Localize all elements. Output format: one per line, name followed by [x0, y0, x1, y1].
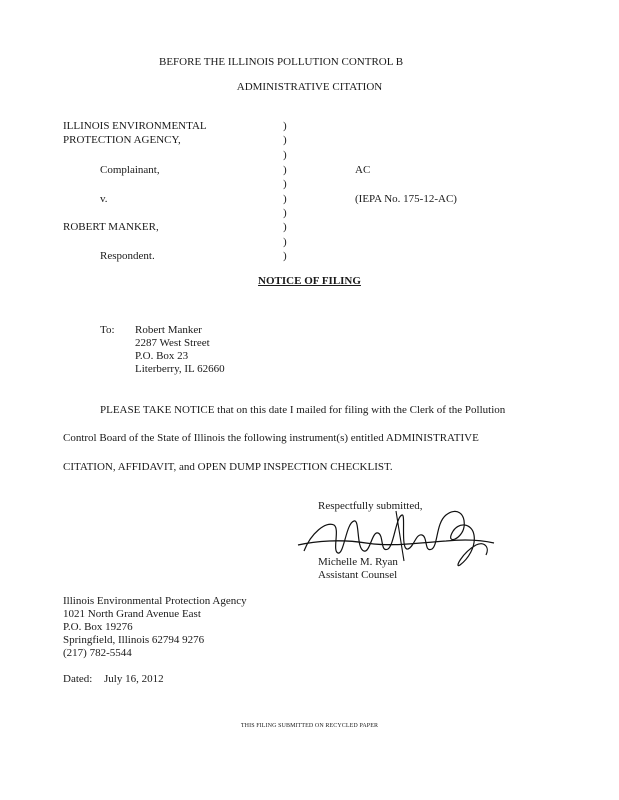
- agency-line: (217) 782-5544: [63, 647, 132, 659]
- to-label: To:: [100, 324, 115, 336]
- dated-label: Dated:: [63, 673, 93, 685]
- recycled-paper-footer: THIS FILING SUBMITTED ON RECYCLED PAPER: [240, 723, 379, 729]
- caption-paren: ): [283, 120, 287, 132]
- closing: Respectfully submitted,: [318, 500, 423, 512]
- signer-title: Assistant Counsel: [318, 569, 398, 581]
- agency-line: 1021 North Grand Avenue East: [63, 608, 201, 620]
- board-heading: BEFORE THE ILLINOIS POLLUTION CONTROL B: [159, 56, 404, 68]
- recipient-pobox: P.O. Box 23: [135, 350, 189, 362]
- body-line: PLEASE TAKE NOTICE that on this date I mailed for filing with the Clerk of the Pollution: [100, 404, 506, 416]
- case-number-ac: AC: [355, 164, 371, 176]
- complainant-role: Complainant,: [100, 164, 160, 176]
- case-number-iepa: (IEPA No. 175-12-AC): [355, 193, 457, 205]
- caption-paren: ): [283, 236, 287, 248]
- agency-line: Illinois Environmental Protection Agency: [63, 595, 247, 607]
- document-type: ADMINISTRATIVE CITATION: [236, 81, 383, 93]
- recipient-street: 2287 West Street: [135, 337, 210, 349]
- agency-line: P.O. Box 19276: [63, 621, 133, 633]
- notice-title: NOTICE OF FILING: [258, 275, 361, 287]
- complainant-name-line2: PROTECTION AGENCY,: [63, 134, 181, 146]
- caption-paren: ): [283, 178, 287, 190]
- caption-paren: ): [283, 207, 287, 219]
- caption-paren: ): [283, 193, 287, 205]
- dated-value: July 16, 2012: [104, 673, 164, 685]
- respondent-role: Respondent.: [100, 250, 155, 262]
- caption-paren: ): [283, 250, 287, 262]
- recipient-name: Robert Manker: [135, 324, 202, 336]
- caption-paren: ): [283, 164, 287, 176]
- complainant-name-line1: ILLINOIS ENVIRONMENTAL: [63, 120, 207, 132]
- caption-paren: ): [283, 221, 287, 233]
- recipient-city: Literberry, IL 62660: [135, 363, 225, 375]
- caption-paren: ): [283, 149, 287, 161]
- body-line: Control Board of the State of Illinois the following instrument(s) entitled ADMINISTRATIVE: [63, 432, 479, 444]
- body-line: CITATION, AFFIDAVIT, and OPEN DUMP INSPECTION CHECKLIST.: [63, 461, 393, 473]
- caption-paren: ): [283, 134, 287, 146]
- signer-name: Michelle M. Ryan: [318, 556, 398, 568]
- respondent-name: ROBERT MANKER,: [63, 221, 159, 233]
- agency-line: Springfield, Illinois 62794 9276: [63, 634, 205, 646]
- versus: v.: [100, 193, 108, 205]
